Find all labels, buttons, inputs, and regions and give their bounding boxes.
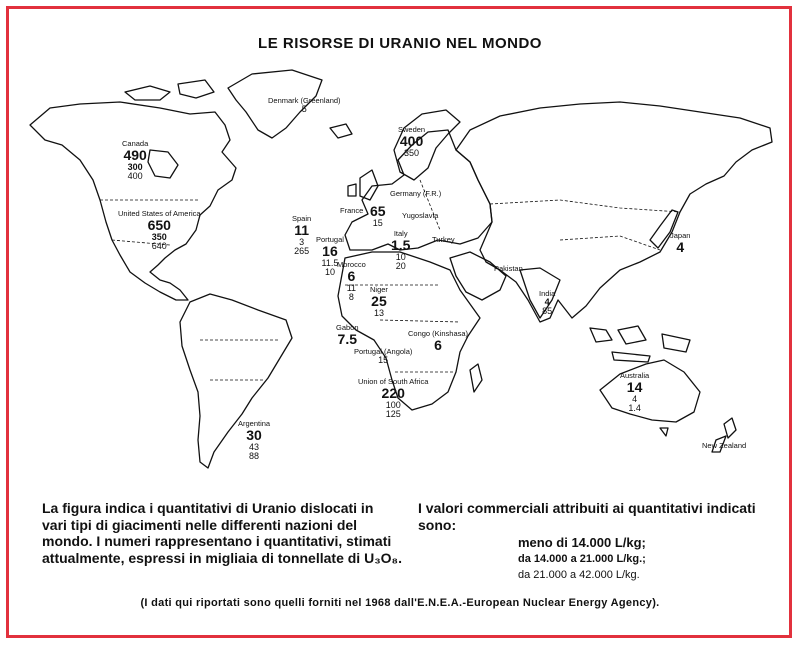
label-sweden: Sweden 400 350 [398, 125, 426, 158]
madagascar [470, 364, 482, 392]
hudson-bay [148, 150, 178, 178]
indonesia-islands [590, 326, 690, 362]
source-note: (I dati qui riportati sono quelli forniti nel 1968 dall'E.N.E.A.-European Nuclear Energy Agency). [140, 597, 660, 609]
label-gabon: Gabon 7.5 [336, 323, 359, 347]
label-canada: Canada 490 300 400 [122, 139, 149, 181]
border-russia-south [490, 200, 680, 212]
border-europe-east [420, 180, 440, 230]
tasmania [660, 428, 668, 436]
arabia-outline [450, 252, 506, 300]
border-south-america [200, 340, 280, 380]
label-congo: Congo (Kinshasa) 6 [408, 329, 469, 353]
label-greenland: Denmark (Greenland) 5 [268, 96, 341, 114]
value-tiers [518, 534, 646, 583]
label-niger: Niger 25 13 [370, 285, 388, 318]
label-italy: Italy 1.5 10 20 [391, 229, 411, 271]
label-morocco: Morocco 6 11 8 [337, 260, 366, 302]
label-spain: Spain 11 3 265 [292, 214, 312, 256]
iceland [330, 124, 352, 138]
label-pakistan: Pakistan [494, 264, 523, 273]
label-usa: United States of America 650 350 640 [118, 209, 201, 251]
label-turkey: Turkey [432, 235, 455, 244]
label-new-zealand: New Zealand [702, 441, 747, 450]
tier-3: da 21.000 a 42.000 L/kg. [518, 569, 640, 581]
label-portugal: Portugal 16 11.5 10 [316, 235, 344, 277]
label-argentina: Argentina 30 43 88 [238, 419, 271, 461]
label-france-values: 65 15 [370, 203, 386, 228]
border-china [560, 236, 660, 250]
asia-outline [456, 102, 772, 322]
label-yugoslavia: Yugoslavia [402, 211, 439, 220]
north-america-outline [30, 102, 236, 300]
label-germany: Germany (F.R.) [390, 189, 442, 198]
tier-1: meno di 14.000 L/kg; [518, 535, 646, 550]
description-left: La figura indica i quantitativi di Uranio dislocati in vari tipi di giacimenti nelle differenti nazioni del mondo. I numeri rappresentano i quantitativi, stimati attualmente, espressi in migliaia di tonnellate di U₃O₈. [42, 500, 403, 566]
australia-outline [600, 360, 700, 422]
label-india: India 4 85 [539, 289, 556, 317]
label-japan: Japan 4 [670, 231, 691, 255]
border-africa-central [380, 320, 460, 322]
label-south-africa: Union of South Africa 220 100 125 [358, 377, 429, 419]
arctic-islands [125, 80, 214, 100]
label-angola: Portugal (Angola) 15 [354, 347, 413, 365]
map-title: LE RISORSE DI URANIO NEL MONDO [258, 35, 542, 52]
tier-2: da 14.000 a 21.000 L/kg.; [518, 553, 646, 565]
description-right: I valori commerciali attribuiti ai quantitativi indicati sono: [418, 500, 756, 533]
south-america-outline [180, 294, 292, 468]
british-isles [348, 170, 378, 200]
label-france: France [340, 206, 364, 215]
label-australia: Australia 14 4 1.4 [620, 371, 650, 413]
